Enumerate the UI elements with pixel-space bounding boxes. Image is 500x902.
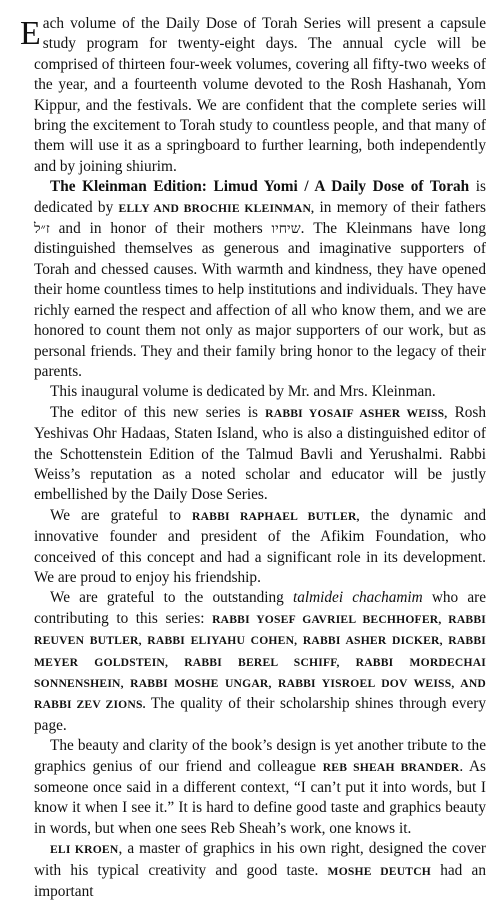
designer-name: REB SHEAH BRANDER — [322, 760, 460, 774]
founder-text-2: the dynamic and innovative founder and president of the Afikim Foundation, who conceived of this concept and had a significant role in its development. We are proud to enjoy his friendship. — [34, 506, 487, 586]
founder-name: RABBI RAPHAEL BUTLER, — [192, 509, 360, 523]
drop-cap: E — [20, 15, 41, 52]
cover-text-2: had an important — [34, 861, 486, 901]
dedication-text-1: is dedicated by — [34, 178, 486, 216]
dedication-text-2: in memory of their fathers — [314, 198, 486, 216]
dedication-text-3: and in honor of their mothers — [49, 220, 272, 238]
founder-text-1: We are grateful to — [50, 506, 193, 524]
edition-title: The Kleinman Edition: Limud Yomi / A Daily Dose of Torah — [50, 178, 470, 196]
contributor-names: RABBI YOSEF GAVRIEL BECHHOFER, RABBI REUVEN BUTLER, RABBI ELIYAHU COHEN, RABBI ASHER DICKER, RABBI MEYER GOLDSTEIN, RABBI BEREL SCHIFF, RABBI MORDECHAI SONNENSHEIN, RABBI MOSHE UNGAR, RABBI YISROEL DOV WEISS, AND RABBI ZEV ZIONS. — [34, 612, 486, 712]
cover-text-1: , a master of graphics in his own right, designed the cover with his typical creativity and good taste. — [34, 840, 486, 879]
editor-paragraph — [34, 403, 486, 506]
deutch-name: MOSHE DEUTCH — [327, 864, 432, 878]
editor-name: RABBI YOSAIF ASHER WEISS, — [265, 406, 448, 420]
dedication-text-4: . The Kleinmans have long distinguished themselves as generous and imaginative supporters of Torah and chessed causes. With warmth and kindness, they have opened their home countless times to help institutions and individuals. They have richly earned the respect and affection of all who know them, and we are honored to count them not only as major supporters of our work, but as personal friends. They and their family bring honor to the legacy of their parents. — [34, 220, 486, 380]
design-paragraph — [34, 736, 486, 839]
founder-paragraph — [34, 506, 486, 589]
cover-paragraph — [34, 839, 486, 902]
intro-text: ach volume of the Daily Dose of Torah Series will present a capsule study program for twenty-eight days. The annual cycle will be comprised of thirteen four-week volumes, covering all fifty-two weeks of the year, and a fourteenth volume devoted to the Rosh Hashanah, Yom Kippur, and the festivals. We are confident that the complete series will bring the excitement to Torah study to countless people, and that many of them will use it as a springboard to further learning, both independently and by joining shiurim. — [34, 15, 486, 175]
hebrew-abbrev-1: ז״ל — [34, 221, 50, 238]
intro-paragraph — [20, 14, 486, 177]
hebrew-abbrev-2: שיחיו — [271, 221, 301, 238]
contributors-italic: talmidei chachamim — [292, 589, 423, 607]
design-text-2: . As someone once said in a different context, “I can’t put it into words, but I know it when I see it.” It is hard to define good taste and graphics beauty in words, but when one sees Reb Sheah’s work, one knows it. — [34, 757, 486, 837]
contributors-paragraph — [34, 588, 486, 736]
contributors-text-1: We are grateful to the outstanding — [50, 589, 293, 607]
editor-text-2: Rosh Yeshivas Ohr Hadaas, Staten Island, who is also a distinguished editor of the Schottenstein Edition of the Talmud Bavli and Yerushalmi. Rabbi Weiss’s reputation as a noted scholar and educator will be justly embellished by the Daily Dose Series. — [34, 403, 487, 504]
inaugural-paragraph: This inaugural volume is dedicated by Mr. and Mrs. Kleinman. — [50, 383, 436, 401]
contributors-text-3: The quality of their scholarship shines through every page. — [34, 695, 486, 734]
contributors-text-2: who are contributing to this series: — [34, 589, 486, 627]
design-text-1: The beauty and clarity of the book’s design is yet another tribute to the graphics genius of our friend and colleague — [34, 737, 486, 775]
cover-designer-name: ELI KROEN — [50, 843, 119, 857]
editor-text-1: The editor of this new series is — [50, 403, 266, 421]
dedication-paragraph — [34, 177, 486, 382]
dedicator-names: ELLY AND BROCHIE KLEINMAN, — [118, 201, 315, 215]
